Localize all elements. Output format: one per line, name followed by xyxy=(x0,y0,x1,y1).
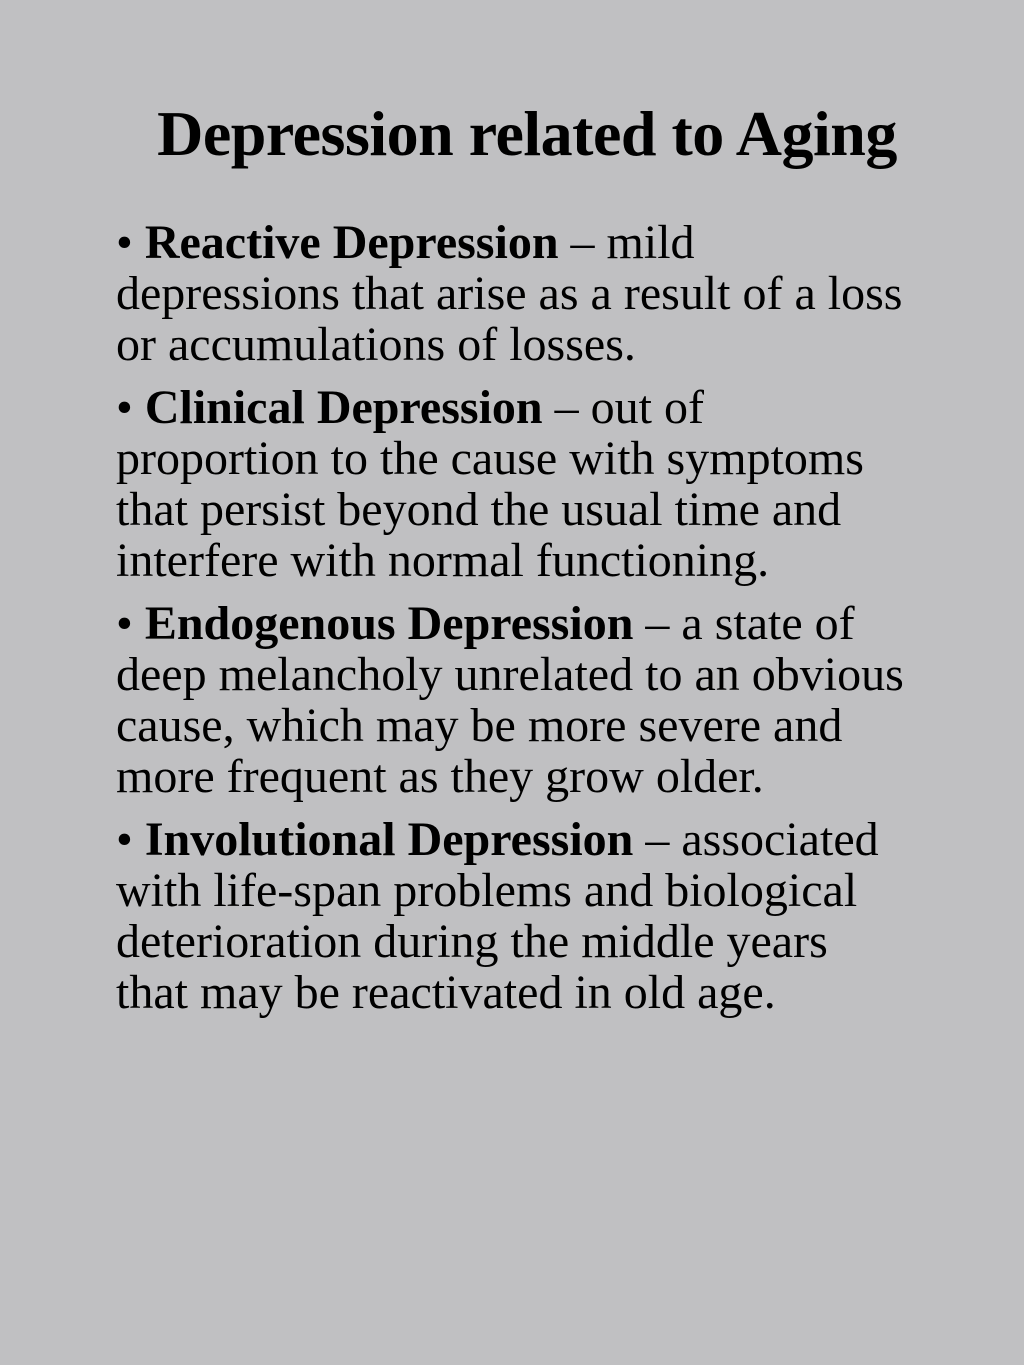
bullet-term: Clinical Depression xyxy=(144,381,543,434)
bullet-description: mild depressions that arise as a result of a loss or accumulations of losses. xyxy=(116,216,903,371)
bullet-dash: – xyxy=(645,597,670,650)
bullet-term: Involutional Depression xyxy=(144,813,634,866)
bullet-term: Endogenous Depression xyxy=(144,597,634,650)
bullet-description: associated with life-span problems and biological deterioration during the middle years that may be reactivated in old age. xyxy=(116,813,879,1019)
bullet-marker: • xyxy=(116,381,133,434)
bullet-dash: – xyxy=(570,216,595,269)
bullet-item-clinical xyxy=(116,382,906,586)
bullet-item-endogenous xyxy=(116,598,906,802)
bullet-item-reactive xyxy=(116,217,906,370)
bullet-term: Reactive Depression xyxy=(144,216,559,269)
bullet-dash: – xyxy=(645,813,670,866)
bullet-marker: • xyxy=(116,597,133,650)
bullet-marker: • xyxy=(116,216,133,269)
bullet-marker: • xyxy=(116,813,133,866)
bullet-list xyxy=(116,217,906,1030)
bullet-item-involutional xyxy=(116,814,906,1018)
bullet-description: out of proportion to the cause with symptoms that persist beyond the usual time and interfere with normal functioning. xyxy=(116,381,864,587)
slide-title: Depression related to Aging xyxy=(157,98,897,169)
bullet-dash: – xyxy=(554,381,579,434)
bullet-description: a state of deep melancholy unrelated to an obvious cause, which may be more severe and more frequent as they grow older. xyxy=(116,597,904,803)
